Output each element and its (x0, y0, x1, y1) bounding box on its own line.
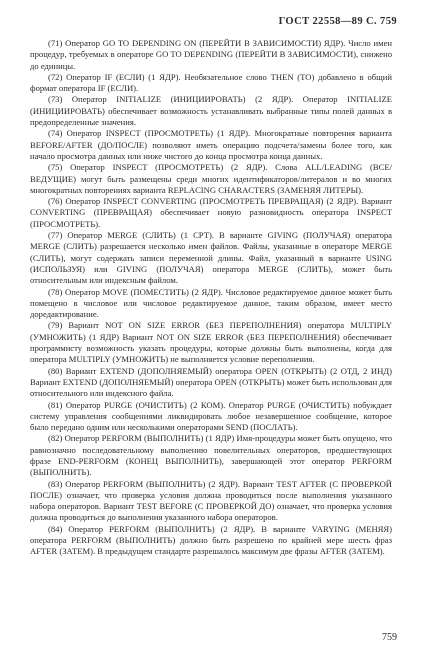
page-body (30, 38, 392, 558)
paragraph-74: (74) Оператор INSPECT (ПРОСМОТРЕТЬ) (1 ЯДР). Многократные повторения варианта BEFORE/AFTER (ДО/ПОСЛЕ) позволяют иметь операцию подсчета/замены более того, как начало просмотра данных или ниже чистого до конца просмотра конца данных. (30, 128, 392, 161)
paragraph-76: (76) Оператор INSPECT CONVERTING (ПРОСМОТРЕТЬ ПРЕВРАЩАЯ) (2 ЯДР). Вариант CONVERTING (ПРЕВРАЩАЯ) обеспечивает новую разновидность оператора INSPECT (ПРОСМОТРЕТЬ). (30, 196, 392, 229)
paragraph-72: (72) Оператор IF (ЕСЛИ) (1 ЯДР). Необязательное слово THEN (ТО) добавлено в общий формат оператора IF (ЕСЛИ). (30, 71, 392, 94)
paragraph-73: (73) Оператор INITIALIZE (ИНИЦИИРОВАТЬ) (2 ЯДР). Оператор INITIALIZE (ИНИЦИИРОВАТЬ) обеспечивает возможность устанавливать выбранные типы полей данных в предопределенные значения. (30, 94, 392, 128)
paragraph-77: (77) Оператор MERGE (СЛИТЬ) (1 СРТ). В варианте GIVING (ПОЛУЧАЯ) оператора MERGE (СЛИТЬ) разрешается несколько имен файлов. Файлы, указанные в операторе MERGE (СЛИТЬ), могут содержать записи переменной длины. Файл, указанный в варианте USING (ИСПОЛЬЗУЯ) или GIVING (ПОЛУЧАЯ) оператора MERGE (СЛИТЬ), может быть относительным или индексным файлом. (30, 230, 392, 286)
paragraph-84: (84) Оператор PERFORM (ВЫПОЛНИТЬ) (2 ЯДР). В варианте VARYING (МЕНЯЯ) оператора PERFORM (ВЫПОЛНИТЬ) должно быть разрешено по крайней мере шесть фраз AFTER (ЗАТЕМ). В предыдущем стандарте разрешалось максимум две фразы AFTER (ЗАТЕМ). (30, 523, 392, 557)
page-number: 759 (382, 632, 397, 643)
paragraph-83: (83) Оператор PERFORM (ВЫПОЛНИТЬ) (2 ЯДР). Вариант TEST AFTER (С ПРОВЕРКОЙ ПОСЛЕ) означает, что проверка условия должна проводиться после выполнения указанного набора операторов. Вариант TEST BEFORE (С ПРОВЕРКОЙ ДО) означает, что проверка условия должна проводиться до выполнения указанного набора операторов. (30, 478, 392, 523)
paragraph-78: (78) Оператор MOVE (ПОМЕСТИТЬ) (2 ЯДР). Числовое редактируемое данное может быть помещено в числовое или числовое редактируемое данное, таким образом, имеет место доредактирование. (30, 286, 392, 320)
page-header: ГОСТ 22558—89 С. 759 (278, 16, 397, 27)
paragraph-79: (79) Вариант NOT ON SIZE ERROR (БЕЗ ПЕРЕПОЛНЕНИЯ) оператора MULTIPLY (УМНОЖИТЬ) (1 ЯДР) Вариант NOT ON SIZE ERROR (БЕЗ ПЕРЕПОЛНЕНИЯ) обеспечивает программисту возможность указать процедуры, которые должны быть выполнены, когда для оператора MULTIPLY (УМНОЖИТЬ) не выполняется условие переполнения. (30, 320, 392, 365)
paragraph-71: (71) Оператор GO TO DEPENDING ON (ПЕРЕЙТИ В ЗАВИСИМОСТИ) ЯДР). Число имен процедур, требуемых в операторе GO TO DEPENDING (ПЕРЕЙТИ В ЗАВИСИМОСТИ), снижено до единицы. (30, 38, 392, 71)
paragraph-82: (82) Оператор PERFORM (ВЫПОЛНИТЬ) (1 ЯДР) Имя-процедуры может быть опущено, что равнозначно последовательному выполнению повелительных операторов, предшествующих фразе END-PERFORM (КОНЕЦ ВЫПОЛНИТЬ), завершающей этот оператор PERFORM (ВЫПОЛНИТЬ). (30, 433, 392, 478)
paragraph-75: (75) Оператор INSPECT (ПРОСМОТРЕТЬ) (2 ЯДР). Слова ALL/LEADING (ВСЕ/ВЕДУЩИЕ) могут быть размещены среди многих идентификаторов/литералов и во многих многократных повторениях варианта REPLACING CHARACTERS (ЗАМЕНЯЯ ЛИТЕРЫ). (30, 162, 392, 195)
paragraph-80: (80) Вариант EXTEND (ДОПОЛНЯЕМЫЙ) оператора OPEN (ОТКРЫТЬ) (2 ОТД, 2 ИНД) Вариант EXTEND (ДОПОЛНЯЕМЫЙ) оператора OPEN (ОТКРЫТЬ) может быть использован для относительного или индексного файла. (30, 365, 392, 399)
paragraph-81: (81) Оператор PURGE (ОЧИСТИТЬ) (2 КОМ). Оператор PURGE (ОЧИСТИТЬ) побуждает систему управления сообщениями ликвидировать любое незавершенное сообщение, которое было передано одним или несколькими операторами SEND (ПОСЛАТЬ). (30, 399, 392, 433)
